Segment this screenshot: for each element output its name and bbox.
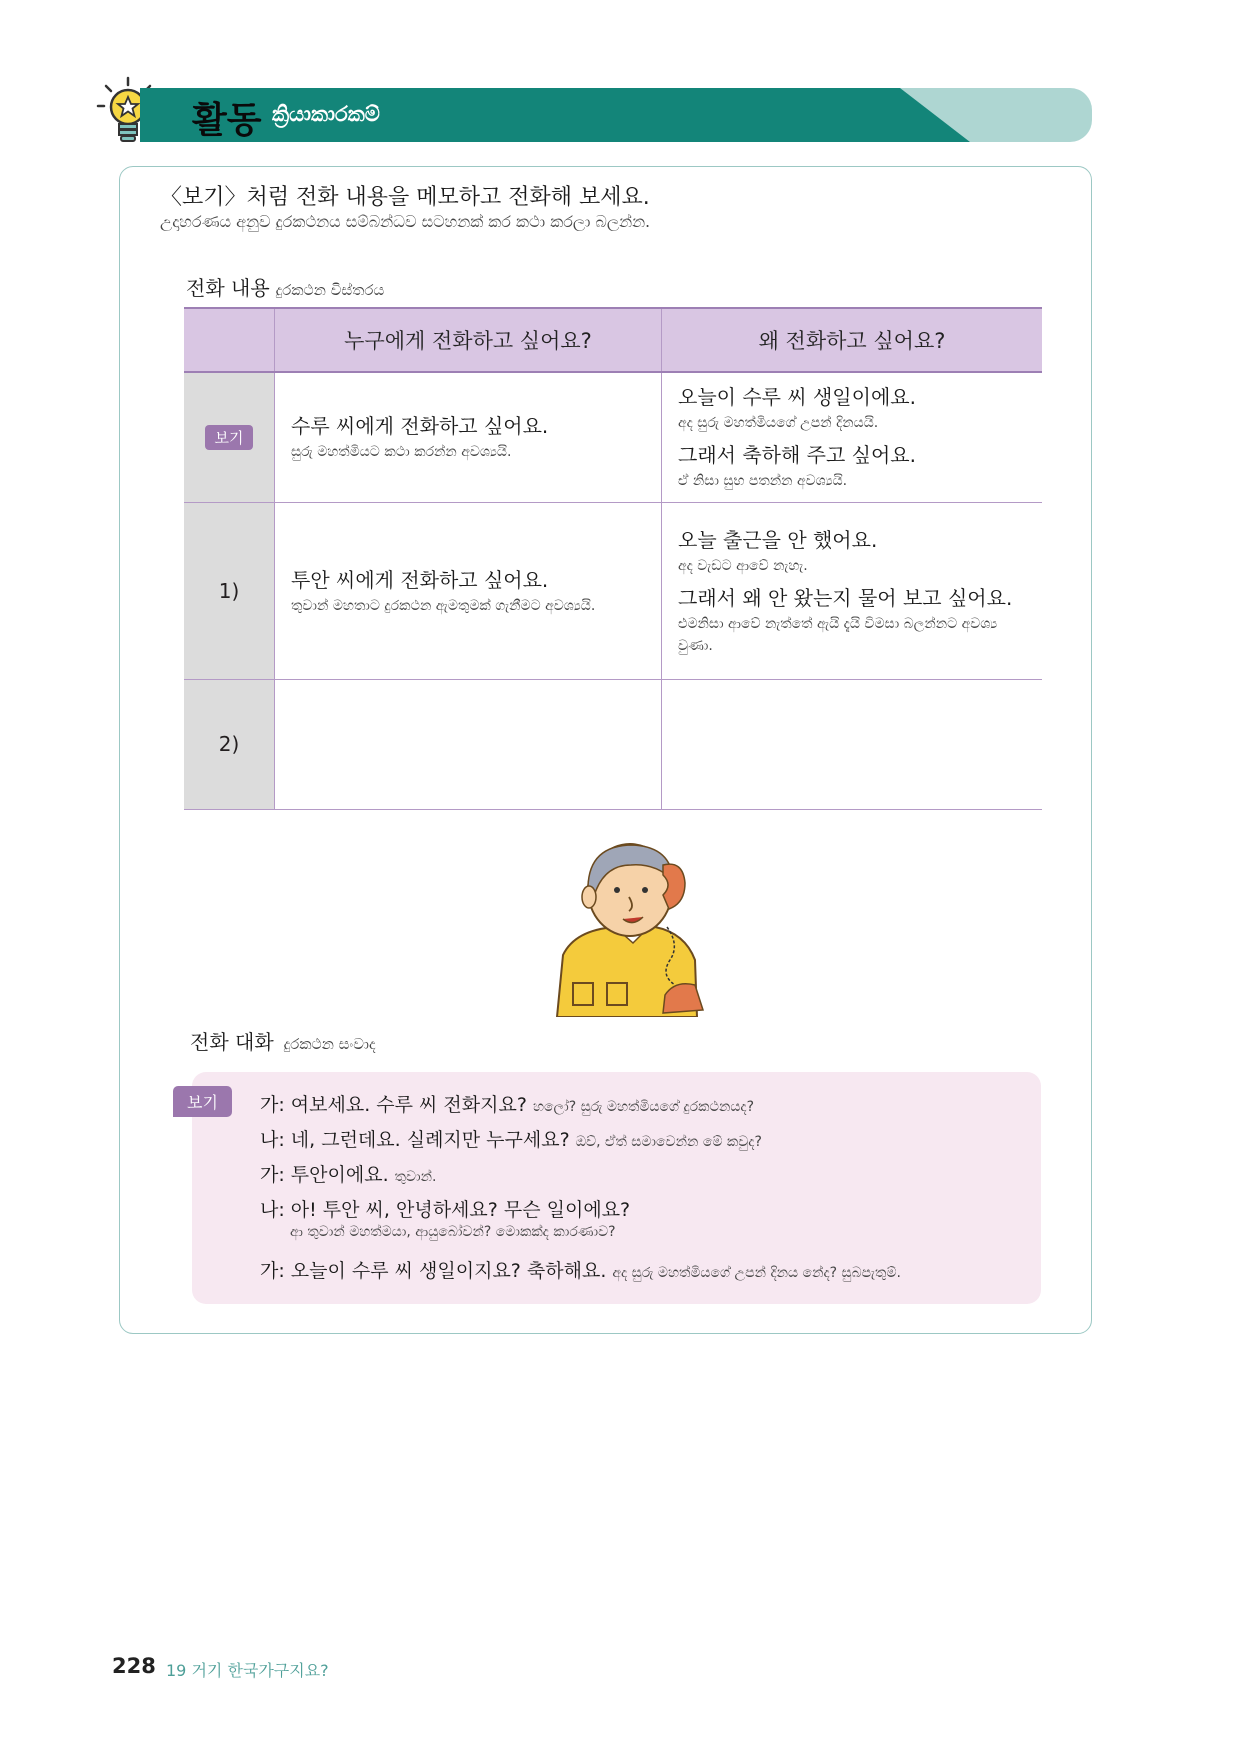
instruction-sinhala: උදාහරණය අනුව දුරකථනය සම්බන්ධව සටහනක් කර කථා කරලා බලන්න. — [160, 212, 651, 231]
row-label-1: 1) — [184, 502, 275, 679]
header-subtitle: ක්‍රියාකාරකම් — [272, 102, 380, 126]
page-number: 228 — [112, 1654, 156, 1678]
row-who-ko: 수루 씨에게 전화하고 싶어요. — [291, 414, 549, 439]
row-who-cell — [275, 372, 662, 502]
dialog-line — [260, 1125, 762, 1152]
dialog-line-ko: 가: 오늘이 수루 씨 생일이지요? 축하해요. — [260, 1260, 607, 1282]
dialog-line-si: ආ තුවාන් මහත්මයා, ආයුබෝවන්? මොකක්ද කාරණාව? — [290, 1224, 616, 1240]
dialog-line-si: අද සුරු මහත්මියගේ උපන් දිනය නේද? සුබපැතුම්. — [612, 1265, 901, 1281]
dialog-line — [260, 1090, 754, 1117]
row-why-ko: 오늘이 수루 씨 생일이에요. — [678, 385, 916, 410]
row-who-cell — [275, 502, 662, 679]
row-why-cell-empty[interactable] — [662, 679, 1043, 809]
example-badge: 보기 — [205, 425, 254, 450]
row-who-ko: 투안 씨에게 전화하고 싶어요. — [291, 567, 549, 592]
phone-memo-table — [184, 307, 1042, 810]
dialog-line-si: ඔව්, ඒත් සමාවෙන්න මේ කවුද? — [575, 1134, 762, 1150]
table-header-blank — [184, 308, 275, 372]
dialog-line-ko: 나: 네, 그런데요. 실례지만 누구세요? — [260, 1129, 570, 1151]
header-title: 활동 — [192, 100, 262, 141]
row-why-cell — [662, 502, 1043, 679]
dialog-label-si: දුරකථන සංවාද — [283, 1035, 376, 1053]
dialog-line-ko: 나: 아! 투안 씨, 안녕하세요? 무슨 일이에요? — [260, 1199, 631, 1221]
row-why-ko: 그래서 왜 안 왔는지 물어 보고 싶어요. — [678, 585, 1013, 610]
table-row — [184, 502, 1042, 679]
dialog-line — [260, 1160, 436, 1187]
row-who-si: සුරු මහත්මියට කථා කරන්න අවශ්‍යයි. — [291, 444, 512, 461]
row-why-si: එමනිසා ආවේ නැත්තේ ඇයි දැයි විමසා බලන්නට අවශ්‍ය වුණා. — [678, 615, 998, 654]
dialog-line-ko: 가: 투안이에요. — [260, 1164, 389, 1186]
dialog-line — [260, 1256, 901, 1283]
memo-label-si: දුරකථන විස්තරය — [275, 281, 385, 299]
dialog-section-label — [190, 1026, 376, 1055]
row-who-cell-empty[interactable] — [275, 679, 662, 809]
row-label-2: 2) — [184, 679, 275, 809]
table-header-row — [184, 308, 1042, 372]
memo-label-ko: 전화 내용 — [186, 276, 270, 300]
dialog-example-badge: 보기 — [173, 1086, 232, 1117]
row-why-ko: 오늘 출근을 안 했어요. — [678, 527, 878, 552]
instruction-korean: 〈보기〉처럼 전화 내용을 메모하고 전화해 보세요. — [160, 185, 650, 210]
row-why-si: අද සුරු මහත්මියගේ උපන් දිනයයි. — [678, 415, 879, 432]
row-why-si: අද වැඩට ආවේ නැහැ. — [678, 557, 808, 574]
dialog-line — [260, 1195, 630, 1222]
header-dark-band — [140, 88, 970, 142]
table-header-who: 누구에게 전화하고 싶어요? — [275, 308, 662, 372]
memo-section-label — [186, 272, 384, 301]
activity-header — [140, 88, 1092, 142]
dialog-label-ko: 전화 대화 — [190, 1030, 274, 1054]
dialog-line-si: හලෝ? සුරු මහත්මියගේ දුරකථනයද? — [532, 1099, 755, 1115]
table-row — [184, 372, 1042, 502]
row-why-ko: 그래서 축하해 주고 싶어요. — [678, 443, 916, 468]
table-row — [184, 679, 1042, 809]
dialog-line-ko: 가: 여보세요. 수루 씨 전화지요? — [260, 1094, 527, 1116]
row-why-cell — [662, 372, 1043, 502]
chapter-title: 19 거기 한국가구지요? — [166, 1661, 329, 1680]
man-on-phone-illustration — [545, 835, 725, 1017]
row-label-example — [184, 372, 275, 502]
row-who-si: තුවාන් මහතාට දුරකථන ඇමතුමක් ගැනීමට අවශ්‍යයි. — [291, 597, 596, 614]
dialog-line-si: තුවාන්. — [394, 1169, 437, 1185]
row-why-si: ඒ නිසා සුභ පතන්න අවශ්‍යයි. — [678, 473, 848, 490]
table-header-why: 왜 전화하고 싶어요? — [662, 308, 1043, 372]
